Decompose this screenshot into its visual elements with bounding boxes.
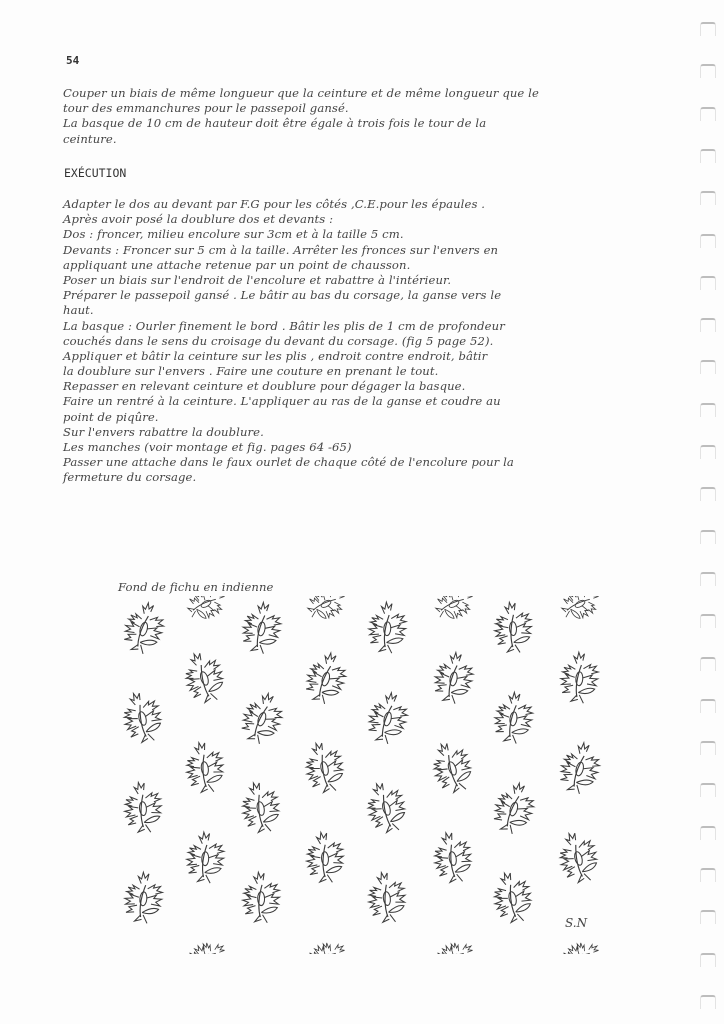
binding-hole-icon: [700, 276, 716, 290]
spiral-binding: [694, 0, 724, 1024]
binding-hole-icon: [700, 826, 716, 840]
text-line: Repasser en relevant ceinture et doublure pour dégager la basque.: [63, 379, 466, 394]
text-line: Faire un rentré à la ceinture. L'appliquer au ras de la ganse et coudre au: [63, 394, 501, 409]
floral-sprig-icon: [118, 688, 167, 746]
binding-hole-icon: [700, 234, 716, 248]
floral-sprig-icon: [430, 829, 475, 885]
binding-hole-icon: [700, 149, 716, 163]
text-line: fermeture du corsage.: [63, 470, 197, 485]
floral-sprig-icon: [492, 690, 535, 745]
floral-sprig-icon: [559, 651, 599, 704]
text-line: La basque de 10 cm de hauteur doit être égale à trois fois le tour de la: [63, 116, 487, 131]
section-heading: EXÉCUTION: [64, 166, 127, 180]
fabric-pattern-illustration: [112, 596, 602, 954]
floral-sprig-icon: [361, 778, 411, 837]
binding-hole-icon: [700, 953, 716, 967]
floral-sprig-icon: [302, 596, 351, 626]
intro-paragraph: [63, 86, 539, 147]
text-line: Après avoir posé la doublure dos et devants :: [63, 212, 334, 227]
floral-sprig-icon: [238, 779, 284, 836]
floral-sprig-icon: [426, 737, 478, 797]
binding-hole-icon: [700, 657, 716, 671]
floral-sprig-icon: [489, 869, 536, 927]
text-line: Préparer le passepoil gansé . Le bâtir au bas du corsage, la ganse vers le: [63, 288, 502, 303]
floral-sprig-icon: [242, 872, 280, 923]
floral-sprig-icon: [182, 935, 231, 954]
floral-sprig-icon: [430, 596, 479, 626]
binding-hole-icon: [700, 910, 716, 924]
floral-sprig-icon: [120, 599, 169, 657]
floral-sprig-icon: [186, 832, 225, 884]
binding-hole-icon: [700, 530, 716, 544]
floral-sprig-icon: [240, 600, 284, 656]
figure-caption: Fond de fichu en indienne: [118, 580, 274, 594]
text-line: Les manches (voir montage et fig. pages 64 -65): [63, 440, 352, 454]
text-line: Couper un biais de même longueur que la ceinture et de même longueur que le: [63, 86, 539, 100]
text-line: haut.: [63, 303, 94, 318]
execution-instructions: [63, 197, 514, 486]
floral-sprig-icon: [122, 781, 163, 835]
floral-sprig-icon: [493, 601, 532, 653]
floral-sprig-icon: [302, 935, 351, 954]
floral-sprig-icon: [430, 935, 479, 954]
floral-sprig-icon: [553, 828, 602, 887]
binding-hole-icon: [700, 572, 716, 586]
text-line: tour des emmanchures pour le passepoil gansé.: [63, 101, 349, 116]
floral-sprig-icon: [305, 831, 345, 884]
text-line: Devants : Froncer sur 5 cm à la taille. Arrêter les fronces sur l'envers en: [63, 242, 499, 257]
floral-sprig-icon: [489, 778, 539, 837]
text-line: ceinture.: [63, 131, 117, 146]
binding-hole-icon: [700, 487, 716, 501]
text-line: Dos : froncer, milieu encolure sur 3cm et à la taille 5 cm.: [63, 227, 404, 242]
binding-hole-icon: [700, 107, 716, 121]
binding-hole-icon: [700, 64, 716, 78]
binding-hole-icon: [700, 22, 716, 36]
binding-hole-icon: [700, 191, 716, 205]
binding-hole-icon: [700, 783, 716, 797]
text-line: Sur l'envers rabattre la doublure.: [63, 424, 264, 439]
binding-hole-icon: [700, 741, 716, 755]
text-line: appliquant une attache retenue par un point de chausson.: [63, 257, 411, 272]
floral-sprig-icon: [556, 596, 602, 626]
floral-sprig-icon: [556, 935, 602, 954]
binding-hole-icon: [700, 614, 716, 628]
floral-sprig-icon: [182, 596, 231, 626]
floral-sprig-icon: [123, 871, 164, 925]
text-line: Passer une attache dans le faux ourlet de chaque côté de l'encolure pour la: [63, 455, 514, 470]
binding-hole-icon: [700, 445, 716, 459]
floral-sprig-icon: [183, 740, 226, 795]
binding-hole-icon: [700, 995, 716, 1009]
floral-sprig-icon: [368, 601, 407, 653]
floral-sprig-icon: [300, 738, 348, 796]
floral-sprig-icon: [365, 870, 408, 925]
page-number: 54: [66, 54, 80, 67]
floral-sprig-icon: [301, 649, 350, 708]
binding-hole-icon: [700, 403, 716, 417]
artist-signature: S.N: [565, 916, 588, 930]
binding-hole-icon: [700, 318, 716, 332]
floral-sprig-icon: [364, 689, 411, 747]
floral-sprig-icon: [237, 688, 288, 748]
text-line: Poser un biais sur l'endroit de l'encolure et rabattre à l'intérieur.: [63, 272, 452, 287]
floral-sprig-icon: [431, 650, 476, 706]
binding-hole-icon: [700, 868, 716, 882]
text-line: Appliquer et bâtir la ceinture sur les plis , endroit contre endroit, bâtir: [63, 348, 488, 363]
text-line: la doublure sur l'envers . Faire une couture en prenant le tout.: [63, 364, 439, 379]
binding-hole-icon: [700, 699, 716, 713]
text-line: point de piqûre.: [63, 409, 159, 424]
floral-sprig-icon: [556, 739, 602, 797]
text-line: couchés dans le sens du croisage du devant du corsage. (fig 5 page 52).: [63, 333, 494, 348]
text-line: Adapter le dos au devant par F.G pour les côtés ,C.E.pour les épaules .: [63, 197, 486, 211]
floral-sprig-icon: [179, 648, 230, 707]
text-line: La basque : Ourler finement le bord . Bâtir les plis de 1 cm de profondeur: [63, 318, 505, 333]
binding-hole-icon: [700, 360, 716, 374]
